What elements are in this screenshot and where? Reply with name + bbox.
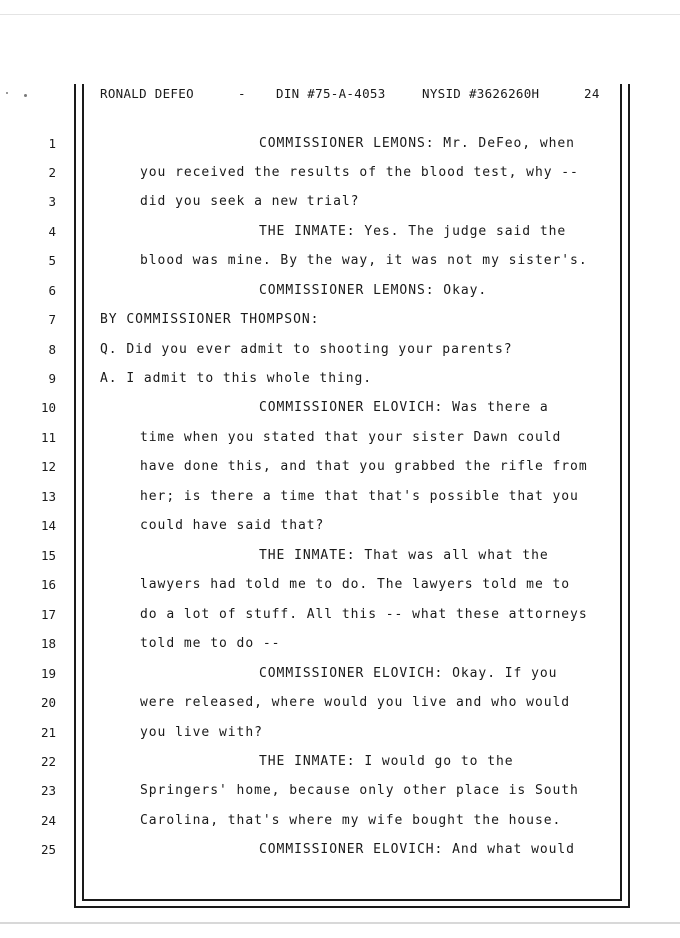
line-number: 15 (40, 548, 56, 563)
transcript-line (0, 253, 680, 277)
line-number: 6 (48, 283, 56, 298)
line-text: blood was mine. By the way, it was not my sister's. (140, 253, 588, 268)
transcript-line (0, 783, 680, 807)
transcript-line (0, 371, 680, 395)
scan-speck (6, 92, 8, 94)
line-text: COMMISSIONER ELOVICH: Was there a (259, 400, 549, 415)
line-number: 23 (40, 783, 56, 798)
transcript-line (0, 224, 680, 248)
line-number: 10 (40, 400, 56, 415)
scan-edge-top (0, 14, 680, 15)
line-text: told me to do -- (140, 636, 281, 651)
line-text: you received the results of the blood test, why -- (140, 165, 579, 180)
transcript-line (0, 194, 680, 218)
line-number: 2 (48, 165, 56, 180)
transcript-line (0, 577, 680, 601)
line-number: 20 (40, 695, 56, 710)
transcript-line (0, 636, 680, 660)
line-text: THE INMATE: I would go to the (259, 754, 514, 769)
header-inmate-name: RONALD DEFEO (100, 86, 194, 101)
line-text: lawyers had told me to do. The lawyers told me to (140, 577, 571, 592)
line-number: 16 (40, 577, 56, 592)
transcript-line (0, 283, 680, 307)
transcript-line (0, 312, 680, 336)
scan-speck (24, 94, 27, 97)
transcript-line (0, 342, 680, 366)
line-number: 9 (48, 371, 56, 386)
line-text: Carolina, that's where my wife bought the house. (140, 813, 562, 828)
transcript-line (0, 548, 680, 572)
line-text: could have said that? (140, 518, 325, 533)
line-number: 17 (40, 607, 56, 622)
line-number: 18 (40, 636, 56, 651)
line-number: 22 (40, 754, 56, 769)
line-number: 11 (40, 430, 56, 445)
line-number: 14 (40, 518, 56, 533)
transcript-line (0, 489, 680, 513)
line-text: COMMISSIONER LEMONS: Okay. (259, 283, 488, 298)
line-text: COMMISSIONER LEMONS: Mr. DeFeo, when (259, 136, 575, 151)
line-text: COMMISSIONER ELOVICH: Okay. If you (259, 666, 558, 681)
line-number: 8 (48, 342, 56, 357)
page-header (100, 86, 605, 106)
line-number: 1 (48, 136, 56, 151)
transcript-line (0, 430, 680, 454)
line-text: COMMISSIONER ELOVICH: And what would (259, 842, 575, 857)
transcript-line (0, 165, 680, 189)
line-number: 25 (40, 842, 56, 857)
line-text: THE INMATE: Yes. The judge said the (259, 224, 567, 239)
line-number: 24 (40, 813, 56, 828)
transcript-line (0, 518, 680, 542)
header-nysid: NYSID #3626260H (422, 86, 540, 101)
header-separator: - (238, 86, 246, 101)
line-number: 19 (40, 666, 56, 681)
scan-edge-bottom (0, 922, 680, 924)
transcript-line (0, 607, 680, 631)
line-number: 7 (48, 312, 56, 327)
line-text: her; is there a time that that's possible that you (140, 489, 579, 504)
transcript-frame-inner-bottom (82, 899, 622, 901)
transcript-line (0, 400, 680, 424)
line-number: 3 (48, 194, 56, 209)
line-number: 21 (40, 725, 56, 740)
transcript-line (0, 813, 680, 837)
line-text: THE INMATE: That was all what the (259, 548, 549, 563)
transcript-line (0, 136, 680, 160)
transcript-line (0, 459, 680, 483)
page-number: 24 (584, 86, 600, 101)
line-text: Springers' home, because only other place is South (140, 783, 579, 798)
transcript-line (0, 666, 680, 690)
line-number: 4 (48, 224, 56, 239)
line-text: do a lot of stuff. All this -- what these attorneys (140, 607, 588, 622)
line-text: BY COMMISSIONER THOMPSON: (100, 312, 320, 327)
line-number: 5 (48, 253, 56, 268)
line-text: have done this, and that you grabbed the rifle from (140, 459, 588, 474)
line-text: did you seek a new trial? (140, 194, 360, 209)
line-text: A. I admit to this whole thing. (100, 371, 373, 386)
line-number: 12 (40, 459, 56, 474)
transcript-line (0, 695, 680, 719)
line-number: 13 (40, 489, 56, 504)
line-text: were released, where would you live and who would (140, 695, 571, 710)
transcript-line (0, 842, 680, 866)
line-text: you live with? (140, 725, 263, 740)
header-din: DIN #75-A-4053 (276, 86, 386, 101)
line-text: time when you stated that your sister Dawn could (140, 430, 562, 445)
transcript-line (0, 754, 680, 778)
line-text: Q. Did you ever admit to shooting your parents? (100, 342, 513, 357)
transcript-line (0, 725, 680, 749)
